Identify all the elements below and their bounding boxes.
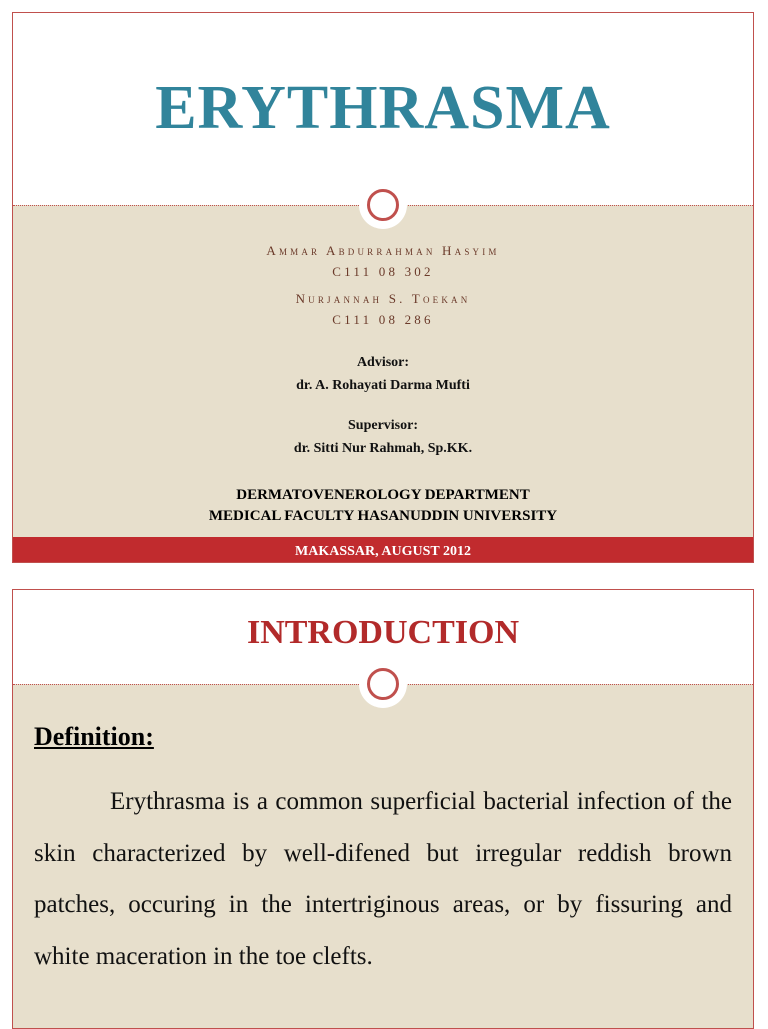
location-date-footer: MAKASSAR, AUGUST 2012 [13,537,753,563]
author-id-2: C111 08 286 [332,312,434,327]
faculty-name: MEDICAL FACULTY HASANUDDIN UNIVERSITY [208,508,558,524]
introduction-slide [12,589,754,1029]
title-slide [12,12,754,563]
supervisor-label: Supervisor: [348,418,418,433]
circle-ornament-icon [359,181,407,229]
section-title: INTRODUCTION [246,614,520,651]
author-name-2: Nurjannah S. Toekan [295,291,471,306]
advisor-label: Advisor: [356,355,410,370]
circle-ornament-icon [359,660,407,708]
presentation-title: ERYTHRASMA [155,74,611,142]
definition-heading: Definition: [34,722,154,751]
department-name: DERMATOVENEROLOGY DEPARTMENT [236,487,530,503]
advisor-name: dr. A. Rohayati Darma Mufti [296,378,470,393]
definition-paragraph: Erythrasma is a common superficial bacterial infection of the skin characterized by well-difened but irregular reddish brown patches, occuring in the intertriginous areas, or by fissuring and white maceration in the toe clefts. [34,788,732,970]
author-id-1: C111 08 302 [332,264,434,279]
author-name-1: Ammar Abdurrahman Hasyim [266,243,500,258]
supervisor-name: dr. Sitti Nur Rahmah, Sp.KK. [293,441,473,456]
